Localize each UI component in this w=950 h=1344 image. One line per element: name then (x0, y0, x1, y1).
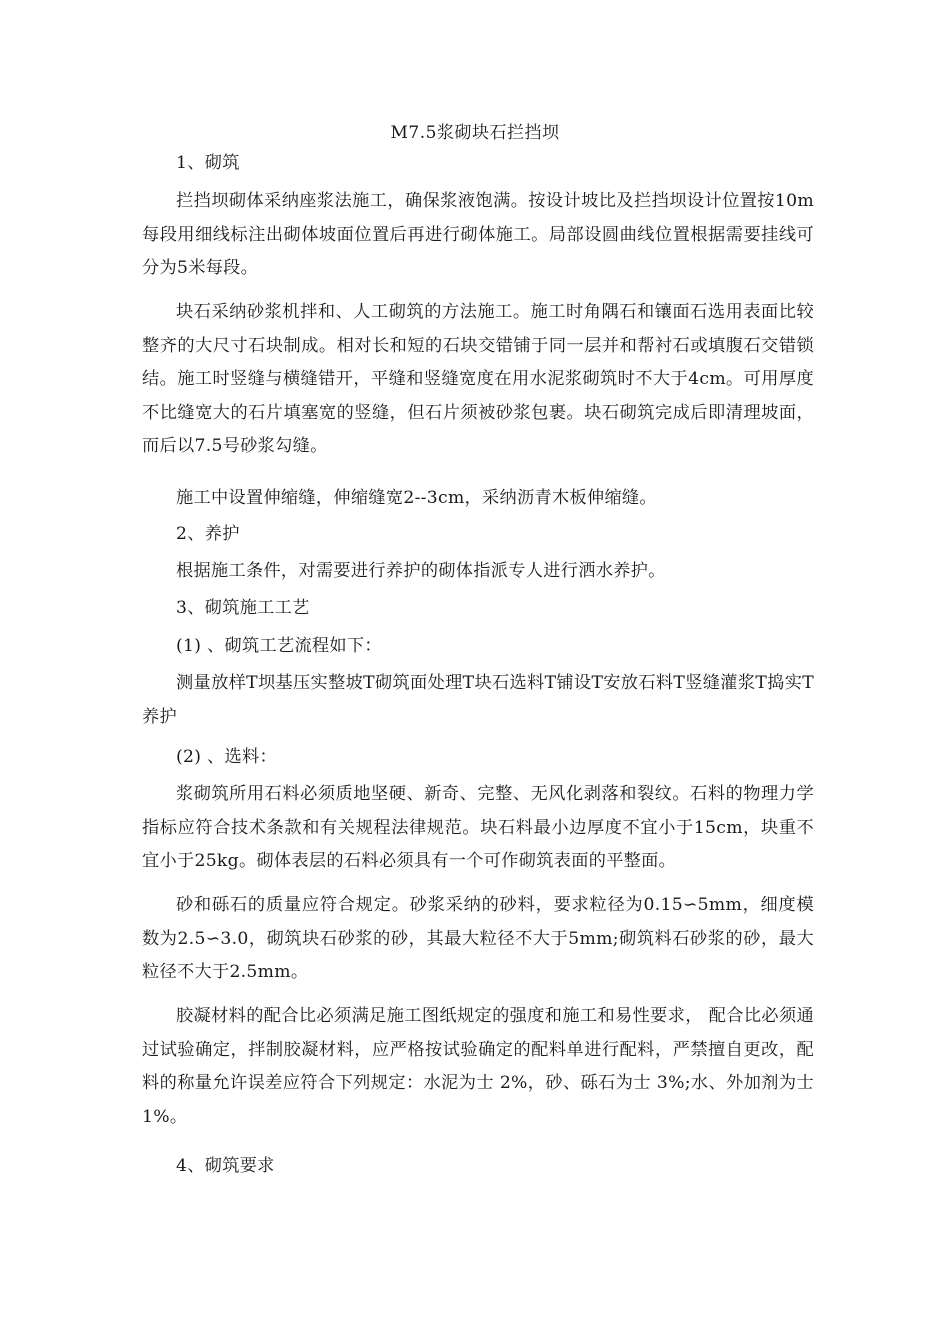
section-heading-requirements: 4、砌筑要求 (176, 1156, 275, 1176)
paragraph-stone-quality: 浆砌筑所用石料必须质地坚硬、新奇、完整、无风化剥落和裂纹。石料的物理力学指标应符合技术条款和有关规程法律规范。块石料最小边厚度不宜小于15cm，块重不宜小于25kg。砌体表层的石料必须具有一个可作砌筑表面的平整面。 (142, 784, 814, 871)
paragraph-block-stone: 块石采纳砂浆机拌和、人工砌筑的方法施工。施工时角隅石和镶面石选用表面比较整齐的大尺寸石块制成。相对长和短的石块交错铺于同一层并和帮衬石或填腹石交错锁结。施工时竖缝与横缝错开，平缝和竖缝宽度在用水泥浆砌筑时不大于4cm。可用厚度不比缝宽大的石片填塞宽的竖缝，但石片须被砂浆包裹。块石砌筑完成后即清理坡面，而后以7.5号砂浆勾缝。 (142, 302, 814, 456)
paragraph-mix-ratio: 胶凝材料的配合比必须满足施工图纸规定的强度和施工和易性要求， 配合比必须通过试验确定，拌制胶凝材料，应严格按试验确定的配料单进行配料，严禁擅自更改，配料的称量允许误差应符合下列规定：水泥为士 2%，砂、砾石为士 3%;水、外加剂为士 1%。 (142, 1006, 814, 1127)
paragraph-process-flow: 测量放样T坝基压实整坡T砌筑面处理T块石选料T铺设T安放石料T竖缝灌浆T捣实T养护 (142, 673, 814, 727)
document-title: M7.5浆砌块石拦挡坝 (390, 123, 560, 143)
section-heading-masonry: 1、砌筑 (176, 153, 240, 173)
subheading-material-selection: (2) 、选料： (176, 747, 277, 767)
subheading-process-flow: (1) 、砌筑工艺流程如下： (176, 636, 382, 656)
section-heading-curing: 2、养护 (176, 524, 240, 544)
paragraph-curing: 根据施工条件，对需要进行养护的砌体指派专人进行洒水养护。 (176, 561, 666, 581)
paragraph-masonry-method: 拦挡坝砌体采纳座浆法施工，确保浆液饱满。按设计坡比及拦挡坝设计位置按10m每段用细线标注出砌体坡面位置后再进行砌体施工。局部设圆曲线位置根据需要挂线可分为5米每段。 (142, 191, 814, 278)
paragraph-expansion-joint: 施工中设置伸缩缝，伸缩缝宽2--3cm，采纳沥青木板伸缩缝。 (176, 488, 657, 508)
paragraph-sand-gravel: 砂和砾石的质量应符合规定。砂浆采纳的砂料，要求粒径为0.15∽5mm，细度模数为2.5∽3.0，砌筑块石砂浆的砂，其最大粒径不大于5mm;砌筑料石砂浆的砂，最大粒径不大于2.5mm。 (142, 895, 814, 982)
section-heading-process: 3、砌筑施工工艺 (176, 598, 310, 618)
